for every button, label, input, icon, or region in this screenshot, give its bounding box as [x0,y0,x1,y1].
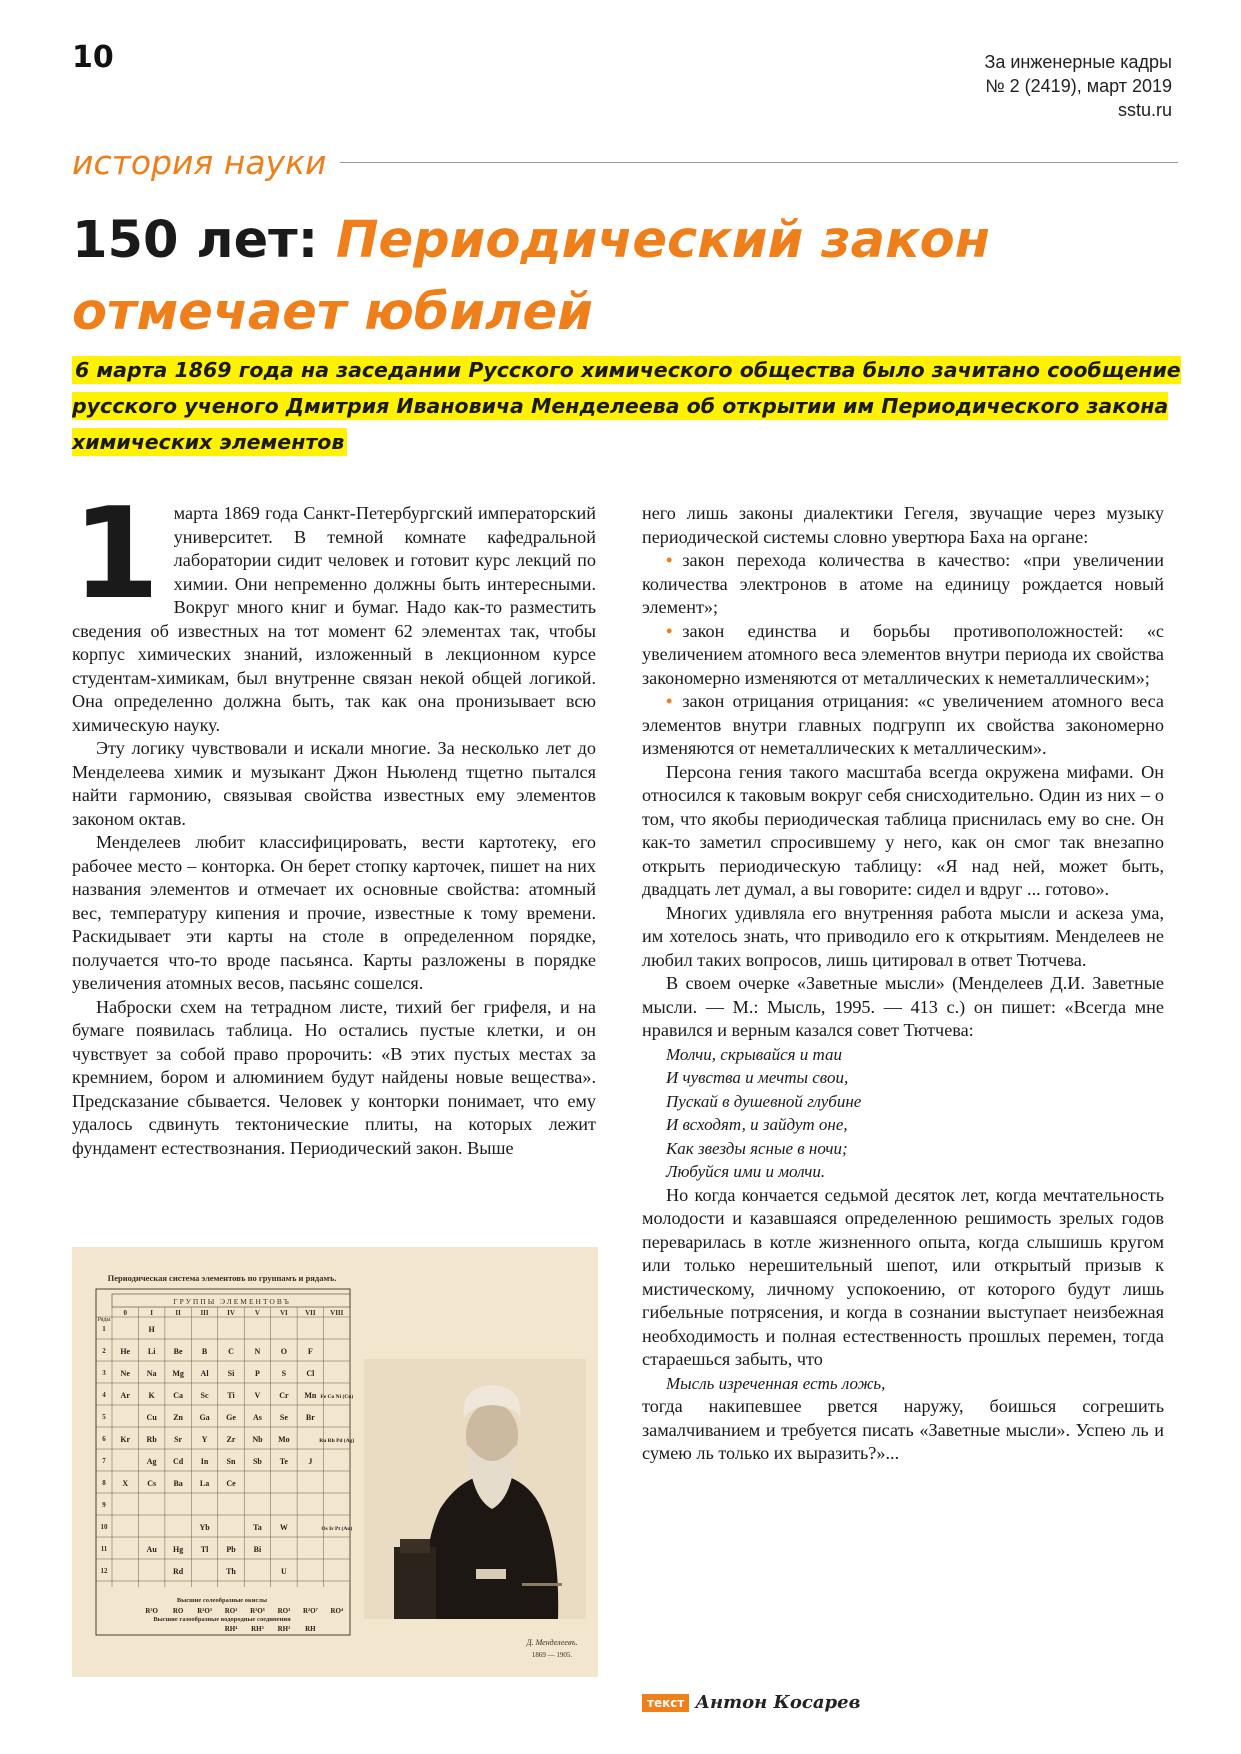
element-symbol: Be [173,1347,183,1356]
row-number: 6 [102,1435,106,1443]
rubric-label: история науки [72,142,327,182]
element-symbol: Ca [173,1391,184,1400]
list-item-text: закон перехода количества в качество: «при увеличении количества электронов в атоме на единицу рождается новый элемент»; [642,550,1164,617]
element-symbol: S [281,1369,287,1378]
article-paragraph: Многих удивляла его внутренняя работа мысли и аскеза ума, им хотелось знать, что приводило его к открытиям. Менделеев не любил таких вопросов, лишь цитировал в ответ Тютчева. [642,902,1164,970]
element-symbol: V [254,1391,261,1400]
element-symbol: Mn [304,1391,317,1400]
masthead-newspaper: За инженерные кадры [984,52,1172,72]
element-symbol: Ga [199,1413,210,1422]
element-symbol: Cr [279,1391,289,1400]
poem [642,1043,1164,1184]
element-symbol: Zn [173,1413,184,1422]
element-symbol: X [122,1479,129,1488]
element-symbol: Li [147,1347,156,1356]
list-item-text: закон отрицания отрицания: «с увеличением атомного веса элементов внутри главных подгрупп их свойства закономерно изменяются от неметаллических к металлическим». [642,691,1164,758]
element-symbol: Mg [172,1369,184,1378]
oxide-formula: RO⁴ [330,1607,344,1615]
element-symbol: Os Ir Pt (Au) [321,1526,353,1532]
row-number: 7 [102,1457,106,1465]
oxide-formula: RO³ [277,1607,291,1615]
element-symbol: K [148,1391,155,1400]
element-symbol: H [148,1325,155,1334]
article-column-right [642,502,1164,1466]
element-symbol: Ne [120,1369,130,1378]
row-number: 3 [102,1369,106,1377]
element-symbol: J [308,1457,313,1466]
row-number: 8 [102,1479,106,1487]
row-number: 4 [102,1391,106,1399]
element-symbol: Kr [120,1435,131,1444]
element-symbol: Ba [173,1479,183,1488]
element-symbol: Rd [172,1567,184,1576]
dropcap: 1 [72,480,160,627]
hydride-formula: RH⁴ [224,1625,238,1633]
element-symbol: Rb [146,1435,157,1444]
element-symbol: Hg [172,1545,184,1554]
figure-graphic [72,1247,598,1677]
element-symbol: C [228,1347,234,1356]
hydride-formula: RH² [277,1625,291,1633]
element-symbol: P [254,1369,260,1378]
bullet-icon: • [666,620,673,641]
element-symbol: F [307,1347,313,1356]
article-paragraph: Менделеев любит классифицировать, вести картотеку, его рабочее место – конторка. Он берет стопку карточек, пишет на них названия элементов и отмечает их основные свойства: атомный вес, температуру кипения и прочие, известные к тому времени. Раскидывает эти карты на столе в определенном порядке, получается что-то вроде пасьянса. Карты разложены в порядке увеличения атомных весов, пасьянс сошелся. [72,832,596,993]
element-symbol: Tl [200,1545,209,1554]
poem-line: Любуйся ими и молчи. [666,1162,826,1181]
oxide-formula: R²O⁷ [302,1607,318,1615]
element-symbol: O [280,1347,288,1356]
hydride-formula: RH [305,1625,316,1633]
element-symbol: Cd [172,1457,184,1466]
element-symbol: In [200,1457,209,1466]
element-symbol: Br [305,1413,315,1422]
element-symbol: Ta [253,1523,262,1532]
byline-author: Антон Косарев [695,1692,861,1713]
article-paragraph: него лишь законы диалектики Гегеля, звучащие через музыку периодической системы словно увертюра Баха на органе: [642,503,1164,547]
element-symbol: Th [226,1567,236,1576]
list-item [642,620,1164,691]
row-number: 9 [102,1501,106,1509]
article-paragraph: тогда накипевшее рвется наружу, боишься согрешить замалчиванием и требуется писать «Заветные мысли». Успею ль и сумею ль только их выразить?»... [642,1396,1164,1463]
masthead-site: sstu.ru [1117,100,1172,120]
element-symbol: Ce [226,1479,236,1488]
element-symbol: Yb [199,1523,210,1532]
rubric [72,140,1178,184]
element-symbol: Al [200,1369,209,1378]
group-header: VI [279,1309,288,1317]
oxide-formula: R²O³ [197,1607,212,1615]
article-paragraph: Персона гения такого масштаба всегда окружена мифами. Он относился к таковым вокруг себя снисходительно. Один из них – о том, что якобы периодическая таблица приснилась ему во сне. Он как-то заметил спросившему у него, как он смог так внезапно открыть периодическую таблицу: «Я над ней, может быть, двадцать лет думал, а вы говорите: сидел и вдруг ... готово». [642,761,1164,899]
group-header: VII [305,1309,316,1317]
poem-line: И чувства и мечты свои, [666,1068,849,1087]
element-symbol: Cl [306,1369,315,1378]
quote-line: Мысль изреченная есть ложь, [666,1373,886,1393]
lead-highlight: 6 марта 1869 года на заседании Русского химического общества было зачитано сообщение русского ученого Дмитрия Ивановича Менделеева об открытии им Периодического закона химических элементов [72,358,1181,454]
element-symbol: Bi [253,1545,262,1554]
oxide-formula: R²O⁵ [250,1607,265,1615]
years: 1869 — 1905. [531,1651,573,1659]
element-symbol: Te [279,1457,288,1466]
headline [72,205,1182,349]
rubric-rule [340,162,1178,163]
element-symbol: Fe Co Ni (Cu) [320,1394,354,1400]
masthead-issue: № 2 (2419), март 2019 [985,76,1172,96]
element-symbol: Ru Rh Pd (Ag) [319,1438,355,1444]
element-symbol: Ag [146,1457,157,1466]
byline [642,1692,860,1713]
article-column-left [72,480,596,1160]
article-paragraph: В своем очерке «Заветные мысли» (Менделеев Д.И. Заветные мысли. — М.: Мысль, 1995. — 413 с.) он пишет: «Всегда мне нравился и верным казался совет Тютчева: [642,973,1164,1040]
group-header: IV [227,1309,235,1317]
group-header: III [200,1309,209,1317]
element-symbol: Sc [200,1391,209,1400]
article-paragraph: Наброски схем на тетрадном листе, тихий бег грифеля, и на бумаге появилась таблица. Но остались пустые клетки, и он чувствует за собой право пророчить: «В этих пустых местах за кремнием, бором и алюминием будут найдены новые вещества». Предсказание сбывается. Человек у конторки понимает, что ему удалось сдвинуть тектонические плиты, на которых лежит фундамент естествознания. Периодический закон. Выше [72,996,596,1158]
list-item [642,690,1164,761]
element-symbol: N [254,1347,261,1356]
list-item [642,549,1164,620]
page-number: 10 [72,40,114,75]
byline-tag: текст [642,1694,689,1712]
element-symbol: Ti [227,1391,235,1400]
poem-line: И всходят, и зайдут оне, [666,1115,848,1134]
group-header: VIII [330,1309,344,1317]
oxides-caption: Высшие солеобразные окислы [176,1597,268,1604]
periodic-table-figure [72,1247,598,1677]
oxide-formula: R²O [145,1607,158,1615]
element-symbol: Au [146,1545,157,1554]
element-symbol: Ge [226,1413,236,1422]
element-symbol: U [280,1567,287,1576]
article-paragraph: Эту логику чувствовали и искали многие. За несколько лет до Менделеева химик и музыкант Джон Ньюленд тщетно пытался найти гармонию, связывая свойства известных ему элементов законом октав. [72,738,596,829]
element-symbol: Cs [147,1479,157,1488]
group-header: 0 [123,1309,127,1317]
portrait-photo [364,1359,586,1619]
list-item-text: закон единства и борьбы противоположностей: «с увеличением атомного веса элементов внутри периода их свойства закономерно изменяются от металлических к неметаллическим»; [642,620,1164,688]
element-symbol: Sn [226,1457,236,1466]
element-symbol: Sb [252,1457,262,1466]
element-symbol: Nb [252,1435,263,1444]
bullet-icon: • [666,691,673,711]
element-symbol: Si [227,1369,235,1378]
article-paragraph: марта 1869 года Санкт-Петербургский императорский университет. В темной комнате кафедральной лаборатории сидит человек и готовит курс лекций по химии. Они непременно должны быть интересными. Вокруг много книг и бумаг. Надо как-то разместить сведения об известных на тот момент 62 элементах так, чтобы корпус химических знаний, изложенный в лекционном курсе студентам-химикам, был внутренне связан некой общей логикой. Она определенно должна быть, так как она пронизывает всю химическую науку. [72,503,596,735]
element-symbol: W [279,1523,288,1532]
poem-line: Молчи, скрывайся и таи [666,1044,843,1064]
group-header: I [150,1309,154,1317]
row-number: 5 [102,1413,106,1421]
oxide-formula: RO [172,1607,184,1615]
element-symbol: B [201,1347,208,1356]
element-symbol: Sr [174,1435,183,1444]
laws-list [642,549,1164,761]
hydride-formula: RH³ [251,1625,264,1633]
headline-part-2: Периодический закон отмечает юбилей [72,211,990,342]
element-symbol: He [120,1347,131,1356]
lead-paragraph [72,352,1182,460]
element-symbol: Ar [120,1391,130,1400]
signature: Д. Менделеевъ. [526,1638,578,1647]
masthead [984,50,1172,122]
bullet-icon: • [666,550,673,570]
hydrides-caption: Высшие газообразные водородные соединения [153,1616,291,1623]
groups-label: ГРУППЫ ЭЛЕМЕНТОВЪ [173,1297,291,1306]
row-number: 11 [100,1545,108,1553]
element-symbol: As [252,1413,262,1422]
table-title: Периодическая система элементовъ по группамъ и рядамъ. [107,1273,337,1283]
group-header: V [254,1309,260,1317]
element-symbol: Y [201,1435,208,1444]
row-number: 12 [100,1567,108,1575]
element-symbol: Cu [146,1413,157,1422]
row-number: 1 [102,1325,106,1333]
headline-part-1: 150 лет: [72,211,336,270]
article-paragraph: Но когда кончается седьмой десяток лет, когда мечтательность молодости и казавшаяся определенною решимость зрелых годов переварилась в котле жизненного опыта, когда слышишь кругом или только нерешительный шепот, или открытый призыв к мистическому, личному успокоению, от которого будут лишь гибельные потрясения, и когда в сознании выступает неизбежная необходимость и полная естественность прошлых перемен, тогда стараешься забыть, что [642,1184,1164,1369]
poem-line: Пускай в душевной глубине [666,1091,862,1111]
element-symbol: Mo [278,1435,290,1444]
poem-line: Как звезды ясные в ночи; [666,1138,848,1158]
group-header: II [175,1309,181,1317]
element-symbol: Zr [226,1435,236,1444]
row-number: 10 [100,1523,108,1531]
element-symbol: Pb [226,1545,236,1554]
oxide-formula: RO² [224,1607,238,1615]
row-number: 2 [102,1347,106,1355]
element-symbol: La [199,1479,210,1488]
element-symbol: Na [146,1369,157,1378]
element-symbol: Se [279,1413,288,1422]
rows-label: Ряды [97,1317,111,1323]
